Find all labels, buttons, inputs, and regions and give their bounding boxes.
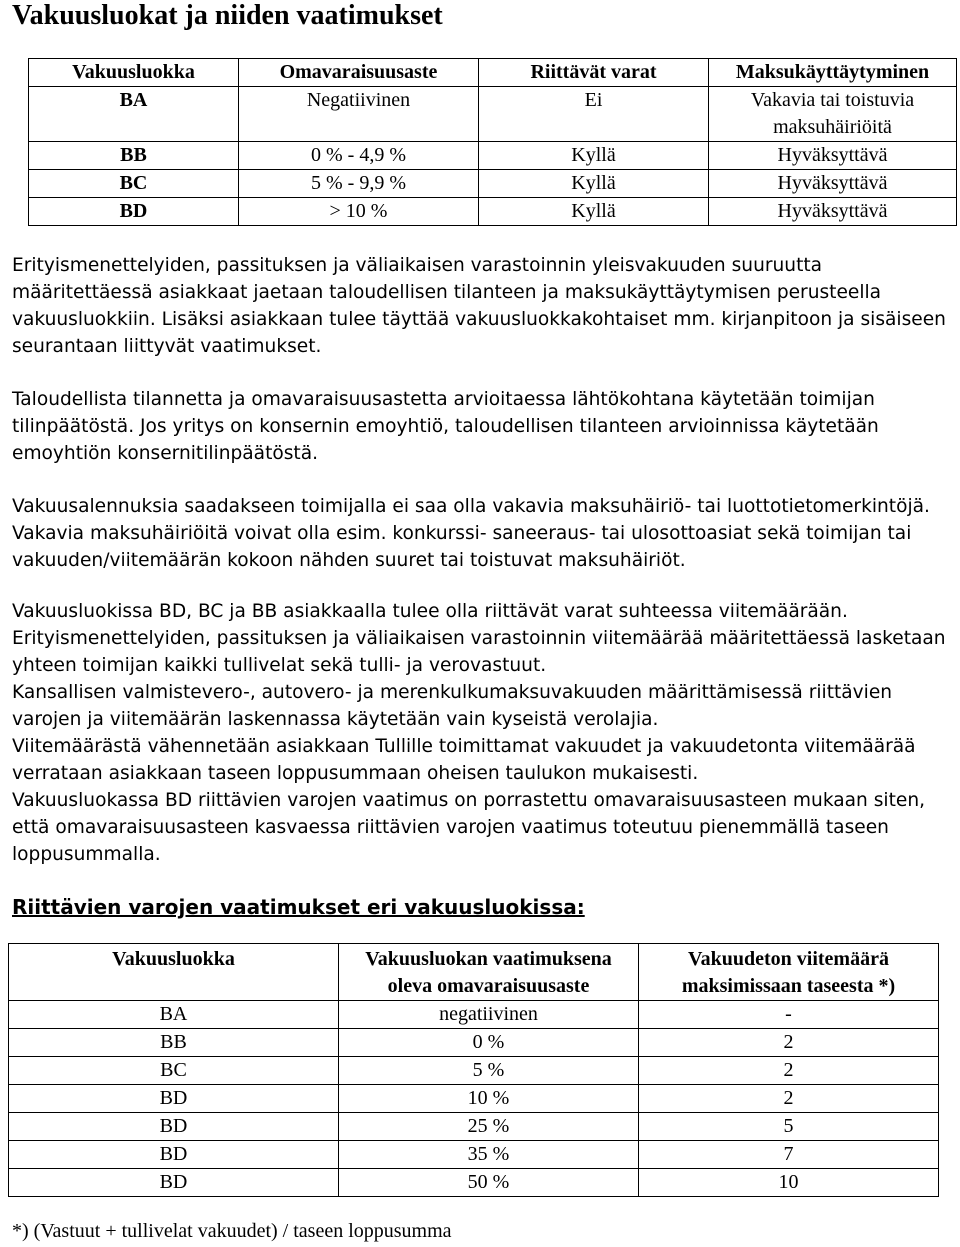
table-cell: 7: [639, 1141, 939, 1169]
table-cell: 10 %: [339, 1085, 639, 1113]
table-cell: Hyväksyttävä: [709, 198, 957, 226]
table-cell: 2: [639, 1085, 939, 1113]
table-row: [9, 1169, 939, 1197]
header-cell: Omavaraisuusaste: [239, 59, 479, 87]
paragraph-intro: Erityismenettelyiden, passituksen ja väliaikaisen varastoinnin yleisvakuuden suuruutta määritettäessä asiakkaat jaetaan taloudellisen tilanteen ja maksukäyttäytymisen perusteella vakuusluokkiin. Lisäksi asiakkaan tulee täyttää vakuusluokkakohtaiset mm. kirjanpitoon ja sisäiseen seurantaan liittyvät vaatimukset.: [12, 255, 946, 357]
table-cell: BB: [9, 1029, 339, 1057]
table-row: [29, 142, 957, 170]
table-cell: negatiivinen: [339, 1001, 639, 1029]
footnote: *) (Vastuut + tullivelat vakuudet) / taseen loppusumma: [12, 1220, 452, 1242]
table-cell: Hyväksyttävä: [709, 142, 957, 170]
header-cell: Vakuudeton viitemäärä maksimissaan taseesta *): [639, 944, 939, 1001]
table-cell: 2: [639, 1057, 939, 1085]
paragraph-bd-requirement: Vakuusluokassa BD riittävien varojen vaatimus on porrastettu omavaraisuusasteen mukaan siten, että omavaraisuusasteen kasvaessa riittävien varojen vaatimus toteutuu pienemmällä taseen loppusummalla.: [12, 790, 926, 865]
table-cell: Kyllä: [479, 142, 709, 170]
header-cell: Vakuusluokka: [29, 59, 239, 87]
table-row: [9, 1141, 939, 1169]
table-cell: BD: [9, 1169, 339, 1197]
paragraph-reference-amount: Erityismenettelyiden, passituksen ja väliaikaisen varastoinnin viitemäärää määritettäessä lasketaan yhteen toimijan kaikki tullivelat sekä tulli- ja verovastuut.: [12, 628, 946, 676]
paragraph-financial: Taloudellista tilannetta ja omavaraisuusastetta arvioitaessa lähtökohtana käytetään toimijan tilinpäätöstä. Jos yritys on konsernin emoyhtiö, taloudellisen tilanteen arvioinnissa käytetään emoyhtiön konsernitilinpäätöstä.: [12, 389, 879, 464]
table-cell: 25 %: [339, 1113, 639, 1141]
table-cell: BA: [9, 1001, 339, 1029]
paragraph-deduction: Viitemäärästä vähennetään asiakkaan Tullille toimittamat vakuudet ja vakuudetonta viitemäärää verrataan asiakkaan taseen loppusummaan oheisen taulukon mukaisesti.: [12, 736, 916, 784]
table-row: [29, 198, 957, 226]
paragraph-national-tax: Kansallisen valmistevero-, autovero- ja merenkulkumaksuvakuuden määrittämisessä riittävien varojen ja viitemäärän laskennassa käytetään vain kyseistä verolajia.: [12, 682, 893, 730]
table-cell: 5 %: [339, 1057, 639, 1085]
paragraph-sufficient-funds: Vakuusluokissa BD, BC ja BB asiakkaalla tulee olla riittävät varat suhteessa viitemäärään.: [12, 601, 848, 622]
table-cell: Vakavia tai toistuvia maksuhäiriöitä: [709, 87, 957, 142]
table-row: [9, 1085, 939, 1113]
table-cell: 35 %: [339, 1141, 639, 1169]
table-cell: Hyväksyttävä: [709, 170, 957, 198]
class-cell: BB: [29, 142, 239, 170]
table-cell: 50 %: [339, 1169, 639, 1197]
table-cell: 5: [639, 1113, 939, 1141]
sufficient-funds-table: [8, 943, 939, 1197]
table-cell: BC: [9, 1057, 339, 1085]
table-row: [29, 170, 957, 198]
class-cell: BA: [29, 87, 239, 142]
table-row: [9, 1057, 939, 1085]
header-cell: Vakuusluokka: [9, 944, 339, 1001]
security-class-table: [28, 58, 957, 226]
table-cell: 10: [639, 1169, 939, 1197]
table-cell: 5 % - 9,9 %: [239, 170, 479, 198]
table-cell: 0 % - 4,9 %: [239, 142, 479, 170]
table-cell: Kyllä: [479, 198, 709, 226]
table-cell: BD: [9, 1113, 339, 1141]
table-header-row: [29, 59, 957, 87]
table-cell: 0 %: [339, 1029, 639, 1057]
table-cell: Negatiivinen: [239, 87, 479, 142]
header-cell: Riittävät varat: [479, 59, 709, 87]
table-header-row: [9, 944, 939, 1001]
table-cell: BD: [9, 1141, 339, 1169]
table-cell: BD: [9, 1085, 339, 1113]
table-cell: 2: [639, 1029, 939, 1057]
section-heading: Riittävien varojen vaatimukset eri vakuusluokissa:: [12, 895, 585, 919]
table-cell: -: [639, 1001, 939, 1029]
page-title: Vakuusluokat ja niiden vaatimukset: [12, 0, 443, 31]
class-cell: BD: [29, 198, 239, 226]
table-row: [9, 1029, 939, 1057]
table-cell: > 10 %: [239, 198, 479, 226]
class-cell: BC: [29, 170, 239, 198]
table-row: [9, 1113, 939, 1141]
table-row: [9, 1001, 939, 1029]
table-cell: Ei: [479, 87, 709, 142]
header-cell: Vakuusluokan vaatimuksena oleva omavaraisuusaste: [339, 944, 639, 1001]
header-cell: Maksukäyttäytyminen: [709, 59, 957, 87]
paragraph-discounts: Vakuusalennuksia saadakseen toimijalla ei saa olla vakavia maksuhäiriö- tai luottotietomerkintöjä. Vakavia maksuhäiriöitä voivat olla esim. konkurssi- saneeraus- tai ulosottoasiat sekä toimijan tai vakuuden/viitemäärän kokoon nähden suuret tai toistuvat maksuhäiriöt.: [12, 496, 930, 571]
table-cell: Kyllä: [479, 170, 709, 198]
table-row: [29, 87, 957, 142]
